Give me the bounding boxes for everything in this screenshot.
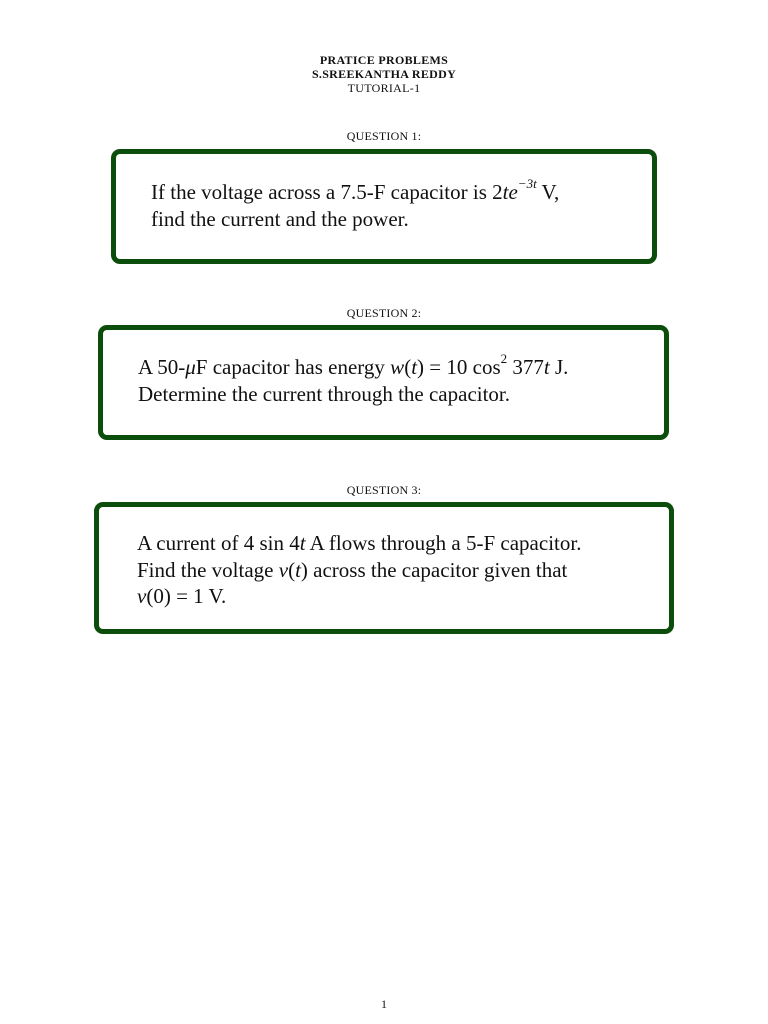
document-subtitle: TUTORIAL-1 [347, 81, 421, 95]
question-2-text-line2: Determine the current through the capacitor. [138, 381, 511, 406]
question-2-text-part: ( [404, 355, 412, 379]
question-2-text-part: J. [549, 355, 569, 379]
question-1-text-part: V, [536, 180, 560, 204]
question-2-box [98, 325, 669, 440]
question-1-text [151, 176, 631, 232]
question-3-math: t [299, 531, 306, 555]
author-name: S.SREEKANTHA REDDY [311, 67, 457, 81]
question-3-math: t [295, 557, 301, 582]
question-3-math: v [278, 557, 289, 582]
question-3-text-part: A current of 4 sin 4 [137, 531, 300, 555]
question-3-text-part: Find the voltage [137, 557, 279, 582]
question-2-mu-symbol: μ [185, 355, 196, 379]
question-2-text [138, 351, 658, 407]
question-2-math: t [411, 355, 418, 379]
question-3-text-part: ( [288, 557, 296, 582]
question-2-label: QUESTION 2: [346, 306, 422, 320]
question-1-text-line2: find the current and the power. [151, 206, 409, 231]
question-2-text-part: F capacitor has energy [195, 355, 391, 379]
question-2-math: w [390, 355, 405, 379]
page-number: 1 [381, 997, 387, 1011]
question-2-exponent: 2 [500, 351, 508, 366]
question-1-exponent: −3t [517, 176, 537, 191]
question-3-text-part: ) across the capacitor given that [300, 557, 568, 582]
question-3-math: v [137, 584, 147, 608]
question-3-text-part: A flows through a 5-F capacitor. [305, 531, 582, 555]
question-3-box [94, 502, 674, 634]
document-title: PRATICE PROBLEMS [319, 53, 449, 67]
question-3-text-part: (0) = 1 V. [146, 584, 227, 608]
question-3-label: QUESTION 3: [346, 483, 422, 497]
question-2-text-part: A 50- [138, 355, 186, 379]
question-2-math: t [543, 355, 550, 379]
question-1-label: QUESTION 1: [346, 129, 422, 143]
question-3-text [137, 530, 657, 610]
question-1-text-part: If the voltage across a 7.5-F capacitor is 2 [151, 180, 503, 204]
question-1-math: te [502, 180, 518, 204]
question-1-box [111, 149, 657, 264]
question-2-text-part: ) = 10 cos [417, 355, 501, 379]
question-2-text-part: 377 [507, 355, 544, 379]
